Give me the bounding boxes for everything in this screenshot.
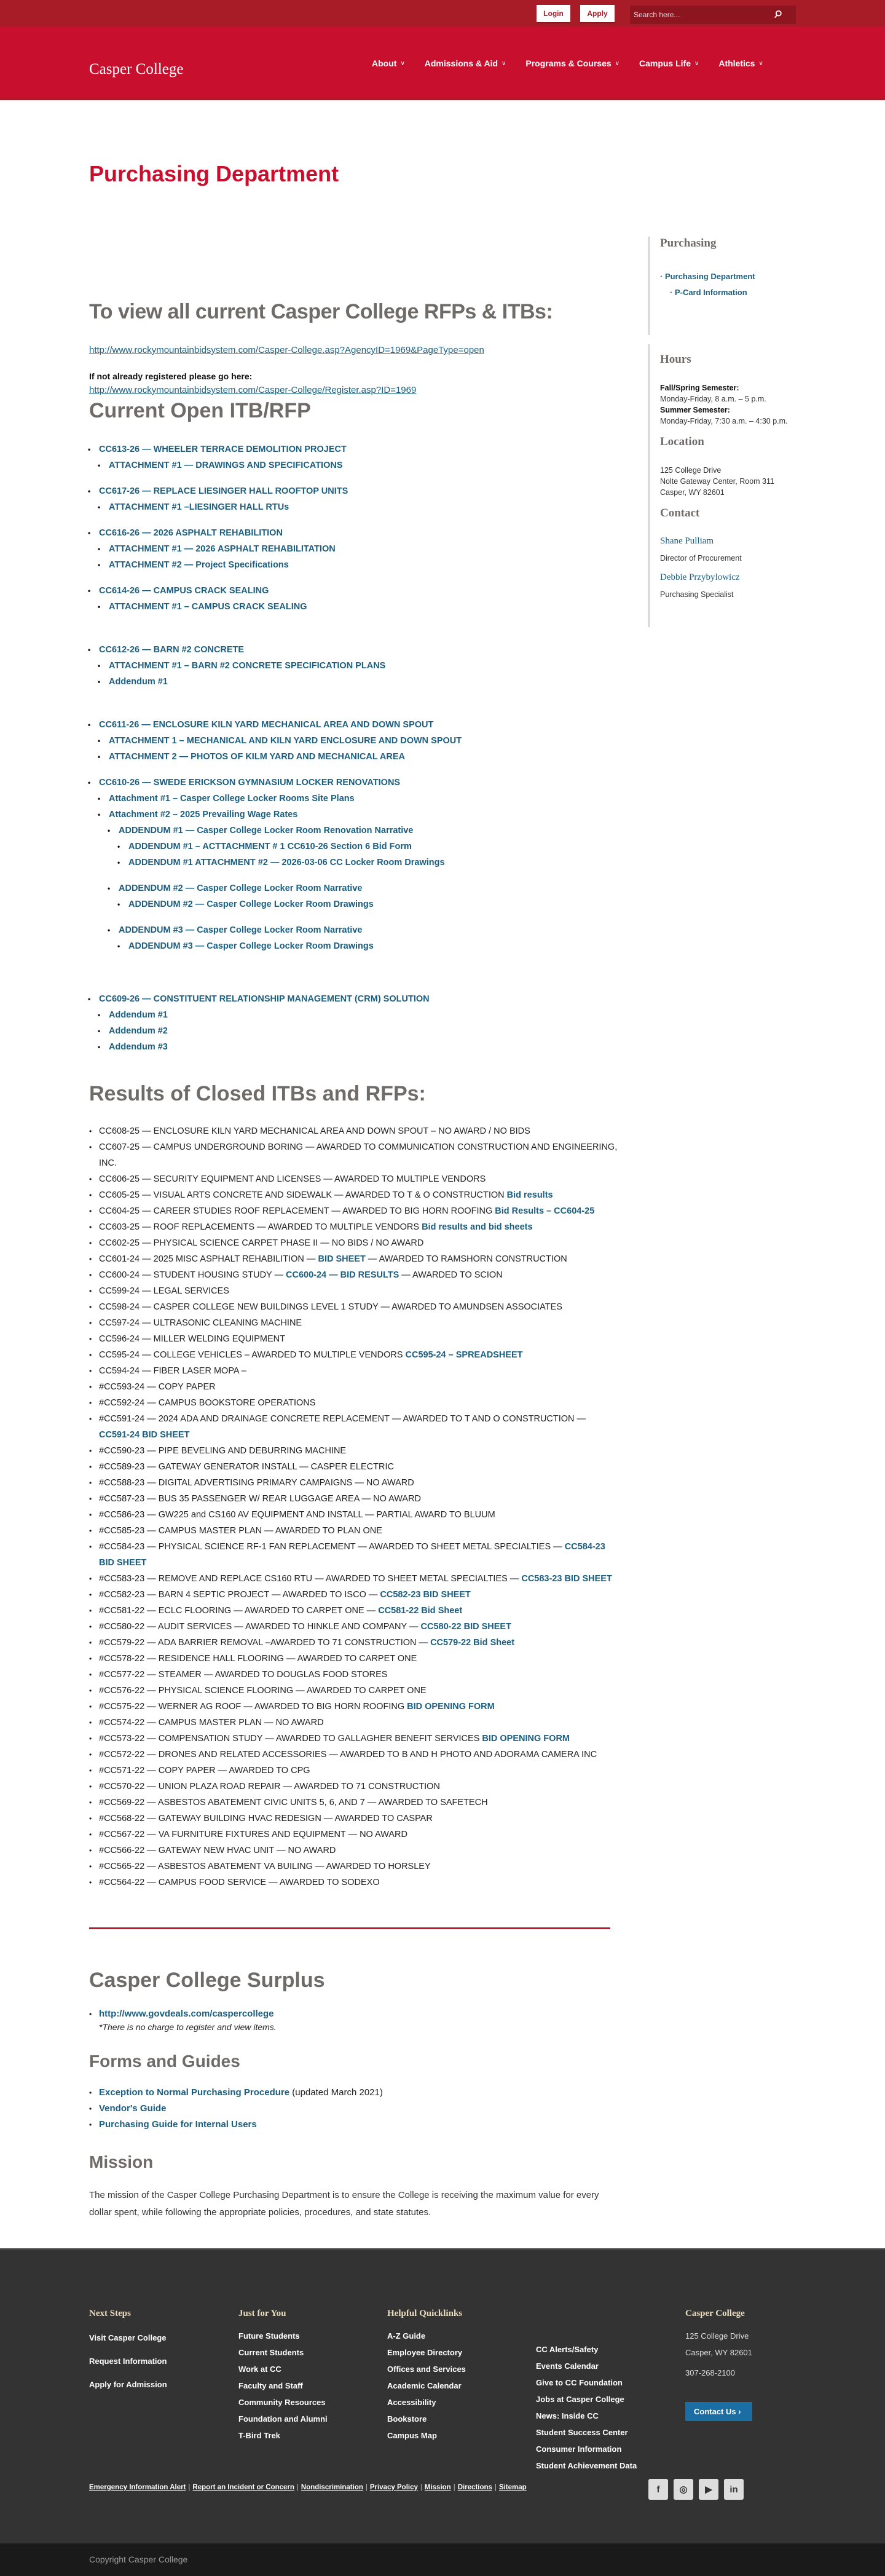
list-item — [109, 733, 618, 749]
result-text: CC596-24 — MILLER WELDING EQUIPMENT — [99, 1334, 285, 1344]
list-item — [99, 1571, 618, 1587]
list-item — [99, 1315, 618, 1331]
list-item — [99, 1715, 618, 1731]
fall-label: Fall/Spring Semester: — [660, 384, 739, 392]
result-text: CC594-24 — FIBER LASER MOPA – — [99, 1366, 246, 1376]
list-item — [109, 1023, 618, 1039]
list-item — [99, 1699, 618, 1715]
attachment-link[interactable]: ATTACHMENT #1 – BARN #2 CONCRETE SPECIFICATION PLANS — [109, 661, 386, 671]
chevron-down-icon: ∨ — [615, 60, 620, 67]
list-item — [99, 1779, 618, 1795]
result-link[interactable]: CC582-23 BID SHEET — [380, 1590, 471, 1600]
social-links — [648, 2479, 744, 2500]
result-text: CC608-25 — ENCLOSURE KILN YARD MECHANICAL AREA AND DOWN SPOUT – NO AWARD / NO BIDS — [99, 1126, 530, 1136]
result-text: #CC574-22 — CAMPUS MASTER PLAN — NO AWARD — [99, 1718, 324, 1728]
result-text: #CC582-23 — BARN 4 SEPTIC PROJECT — AWARDED TO ISCO — — [99, 1590, 380, 1600]
hours-heading: Hours — [660, 353, 691, 366]
sidebar-heading: Purchasing — [660, 237, 717, 250]
form-note: (updated March 2021) — [289, 2087, 383, 2098]
list-item — [109, 557, 618, 573]
list-item — [128, 896, 618, 912]
bid-link[interactable]: CC616-26 — 2026 ASPHALT REHABILITION — [99, 528, 283, 538]
list-item — [109, 1039, 618, 1055]
separator: | — [188, 2484, 191, 2491]
attachment-link[interactable]: ADDENDUM #1 – ACTTACHMENT # 1 CC610-26 Section 6 Bid Form — [128, 842, 412, 851]
attachment-link[interactable]: ATTACHMENT #1 — 2026 ASPHALT REHABILITATION — [109, 544, 336, 554]
mission-text: The mission of the Casper College Purchasing Department is to ensure the College is receiving the maximum value for every dollar spent, while following the appropriate policies, procedures, and state statutes. — [89, 2190, 599, 2218]
footer-link[interactable]: Student Success Center — [536, 2428, 628, 2437]
list-item — [99, 1347, 618, 1363]
list-item — [99, 1187, 618, 1203]
result-text: CC597-24 — ULTRASONIC CLEANING MACHINE — [99, 1318, 302, 1328]
search-box — [630, 6, 796, 24]
surplus-list — [89, 2006, 618, 2022]
result-text: CC600-24 — STUDENT HOUSING STUDY — — [99, 1270, 286, 1280]
nav-admissions[interactable]: Admissions & Aid ∨ — [424, 58, 506, 68]
list-item — [99, 1139, 618, 1171]
list-item — [99, 1251, 618, 1267]
footer-link[interactable]: Request Information — [89, 2357, 167, 2366]
result-text: #CC578-22 — RESIDENCE HALL FLOORING — AWARDED TO CARPET ONE — [99, 1654, 417, 1664]
list-item — [99, 483, 618, 499]
result-text: #CC565-22 — ASBESTOS ABATEMENT VA BUILING — AWARDED TO HORSLEY — [99, 1862, 431, 1871]
bid-link[interactable]: CC613-26 — WHEELER TERRACE DEMOLITION PROJECT — [99, 444, 347, 454]
apply-button[interactable]: Apply — [580, 5, 615, 22]
list-item — [99, 1507, 618, 1523]
search-input[interactable] — [630, 6, 765, 24]
result-link[interactable]: CC581-22 Bid Sheet — [378, 1606, 463, 1616]
list-item — [99, 1827, 618, 1843]
footer-heading: Casper College — [685, 2309, 745, 2318]
results-heading: Results of Closed ITBs and RFPs: — [89, 1082, 426, 1105]
result-text: #CC566-22 — GATEWAY NEW HVAC UNIT — NO AWARD — [99, 1846, 336, 1855]
result-text: #CC581-22 — ECLC FLOORING — AWARDED TO CARPET ONE — — [99, 1606, 379, 1616]
result-text: CC595-24 — COLLEGE VEHICLES – AWARDED TO MULTIPLE VENDORS — [99, 1350, 406, 1360]
utility-bar — [0, 0, 885, 26]
result-text: #CC569-22 — ASBESTOS ABATEMENT CIVIC UNITS 5, 6, AND 7 — AWARDED TO SAFETECH — [99, 1798, 488, 1808]
legal-link[interactable]: Mission — [424, 2484, 451, 2491]
list-item — [99, 1763, 618, 1779]
footer-link[interactable]: Accessibility — [387, 2398, 436, 2407]
footer-link[interactable]: Current Students — [238, 2348, 304, 2357]
result-link[interactable]: CC583-23 BID SHEET — [521, 1574, 612, 1584]
footer-link[interactable]: News: Inside CC — [536, 2411, 599, 2420]
list-item — [99, 1267, 618, 1283]
list-item — [99, 1379, 618, 1395]
summer-hours: Monday-Friday, 7:30 a.m. – 4:30 p.m. — [660, 417, 788, 425]
results-list — [89, 1123, 618, 1891]
list-item — [99, 1619, 618, 1635]
main-nav — [372, 58, 763, 68]
register-label: If not already registered please go here: — [89, 371, 253, 381]
list-item — [99, 1219, 618, 1235]
result-text: #CC592-24 — CAMPUS BOOKSTORE OPERATIONS — [99, 1398, 316, 1408]
form-link[interactable]: Purchasing Guide for Internal Users — [99, 2119, 257, 2130]
footer-phone: 307-268-2100 — [685, 2368, 735, 2377]
list-item — [109, 674, 618, 690]
list-item — [99, 717, 618, 733]
separator: | — [420, 2484, 422, 2491]
list-item — [119, 880, 618, 896]
result-text: CC605-25 — VISUAL ARTS CONCRETE AND SIDEWALK — AWARDED TO T & O CONSTRUCTION — [99, 1190, 507, 1200]
open-itb-heading: Current Open ITB/RFP — [89, 399, 311, 422]
govdeals-link[interactable]: http://www.govdeals.com/caspercollege — [99, 2009, 274, 2019]
result-link[interactable]: CC591-24 BID SHEET — [99, 1430, 190, 1440]
attachment-link[interactable]: ATTACHMENT 1 – MECHANICAL AND KILN YARD ENCLOSURE AND DOWN SPOUT — [109, 736, 462, 746]
footer-quicklinks — [387, 2309, 466, 2444]
list-item — [99, 1859, 618, 1875]
attachment-link[interactable]: Addendum #1 — [109, 677, 168, 687]
result-text: #CC589-23 — GATEWAY GENERATOR INSTALL — CASPER ELECTRIC — [99, 1462, 394, 1472]
contact-title: Purchasing Specialist — [660, 590, 734, 599]
forms-heading: Forms and Guides — [89, 2052, 240, 2071]
main-content — [89, 300, 618, 2221]
list-item — [119, 922, 618, 938]
attachment-link[interactable]: ADDENDUM #1 — Casper College Locker Room Renovation Narrative — [119, 826, 414, 836]
result-text: #CC576-22 — PHYSICAL SCIENCE FLOORING — AWARDED TO CARPET ONE — [99, 1686, 427, 1696]
footer-quicklinks-2 — [536, 2341, 637, 2474]
list-item — [128, 855, 618, 871]
sidebar-item-p-card[interactable]: · P-Card Information — [670, 288, 747, 297]
page-title: Purchasing Department — [89, 161, 339, 186]
result-link[interactable]: CC595-24 – SPREADSHEET — [405, 1350, 523, 1360]
attachment-link[interactable]: Addendum #2 — [109, 1026, 168, 1036]
list-item — [99, 1523, 618, 1539]
result-text: #CC586-23 — GW225 and CS160 AV EQUIPMENT AND INSTALL — PARTIAL AWARD TO BLUUM — [99, 1510, 495, 1520]
youtube-icon[interactable]: ▶ — [699, 2479, 718, 2500]
footer-link[interactable]: Community Resources — [238, 2398, 326, 2407]
result-link[interactable]: BID SHEET — [318, 1254, 366, 1264]
chevron-down-icon: ∨ — [502, 60, 506, 67]
view-rfps-heading: To view all current Casper College RFPs & ITBs: — [89, 300, 553, 323]
list-item — [109, 499, 618, 515]
list-item — [99, 1747, 618, 1763]
attachment-link[interactable]: Addendum #1 — [109, 1010, 168, 1020]
footer-link[interactable]: Foundation and Alumni — [238, 2414, 328, 2424]
result-text: #CC564-22 — CAMPUS FOOD SERVICE — AWARDED TO SODEXO — [99, 1878, 380, 1887]
result-link[interactable]: Bid results and bid sheets — [422, 1222, 533, 1232]
bid-link[interactable]: CC612-26 — BARN #2 CONCRETE — [99, 645, 245, 655]
list-item — [99, 1235, 618, 1251]
list-item — [99, 1363, 618, 1379]
result-text: CC602-25 — PHYSICAL SCIENCE CARPET PHASE II — NO BIDS / NO AWARD — [99, 1238, 424, 1248]
list-item — [109, 749, 618, 765]
list-item — [99, 642, 618, 658]
contact-us-button[interactable]: Contact Us › — [685, 2402, 752, 2421]
result-text: #CC584-23 — PHYSICAL SCIENCE RF-1 FAN REPLACEMENT — AWARDED TO SHEET METAL SPECIALTIES — — [99, 1542, 565, 1552]
list-item — [99, 1843, 618, 1859]
footer-college-info — [685, 2309, 752, 2421]
footer-link[interactable]: Campus Map — [387, 2431, 437, 2440]
list-item — [99, 1283, 618, 1299]
attachment-link[interactable]: ADDENDUM #3 — Casper College Locker Room Narrative — [119, 925, 363, 935]
nav-athletics[interactable]: Athletics ∨ — [718, 58, 763, 68]
linkedin-icon[interactable]: in — [724, 2479, 744, 2500]
sidebar-nav-panel — [648, 237, 802, 335]
sidebar-item-purchasing-department[interactable]: · Purchasing Department — [660, 272, 755, 281]
footer-address: 125 College Drive Casper, WY 82601 — [685, 2331, 752, 2357]
open-bids-link[interactable]: http://www.rockymountainbidsystem.com/Casper-College.asp?AgencyID=1969&PageType=open — [89, 345, 484, 355]
surplus-note: *There is no charge to register and view items. — [99, 2022, 277, 2032]
list-item — [99, 583, 618, 599]
list-item — [109, 541, 618, 557]
location-address: 125 College Drive Nolte Gateway Center, Room 311 Casper, WY 82601 — [660, 466, 774, 497]
list-item — [99, 1875, 618, 1891]
result-text: #CC585-23 — CAMPUS MASTER PLAN — AWARDED TO PLAN ONE — [99, 1526, 382, 1536]
attachment-link[interactable]: ADDENDUM #1 ATTACHMENT #2 — 2026-03-06 CC Locker Room Drawings — [128, 858, 445, 867]
footer-link[interactable]: Events Calendar — [536, 2361, 599, 2371]
footer-heading: Next Steps — [89, 2309, 131, 2318]
footer-link[interactable]: Jobs at Casper College — [536, 2395, 624, 2404]
form-link[interactable]: Exception to Normal Purchasing Procedure — [99, 2087, 290, 2098]
list-item — [99, 775, 618, 791]
list-item — [99, 2117, 618, 2133]
copyright-bar — [0, 2543, 885, 2576]
list-item — [99, 441, 618, 457]
footer-legal-links — [89, 2484, 527, 2491]
list-item — [99, 1651, 618, 1667]
footer-next-steps — [89, 2309, 167, 2390]
result-text: #CC577-22 — STEAMER — AWARDED TO DOUGLAS FOOD STORES — [99, 1670, 388, 1680]
legal-link[interactable]: Directions — [457, 2484, 492, 2491]
result-text: #CC572-22 — DRONES AND RELATED ACCESSORIES — AWARDED TO B AND H PHOTO AND ADORAMA CAMERA INC — [99, 1750, 597, 1760]
attachment-link[interactable]: ATTACHMENT #1 — DRAWINGS AND SPECIFICATIONS — [109, 460, 343, 470]
attachment-link[interactable]: Attachment #2 – 2025 Prevailing Wage Rates — [109, 810, 298, 820]
footer-link[interactable]: Offices and Services — [387, 2365, 466, 2374]
list-item — [99, 1171, 618, 1187]
attachment-link[interactable]: ATTACHMENT #1 – CAMPUS CRACK SEALING — [109, 602, 307, 612]
legal-link[interactable]: Emergency Information Alert — [89, 2484, 186, 2491]
list-item — [99, 1395, 618, 1411]
hours-block — [660, 382, 802, 427]
result-text: CC599-24 — LEGAL SERVICES — [99, 1286, 229, 1296]
footer-link[interactable]: Apply for Admission — [89, 2380, 167, 2389]
list-item — [99, 1635, 618, 1651]
result-text: — AWARDED TO RAMSHORN CONSTRUCTION — [365, 1254, 567, 1264]
list-item — [99, 991, 618, 1007]
list-item — [99, 1331, 618, 1347]
result-text: CC607-25 — CAMPUS UNDERGROUND BORING — AWARDED TO COMMUNICATION CONSTRUCTION AND ENGINEERING, INC. — [99, 1142, 618, 1168]
footer-link[interactable]: Give to CC Foundation — [536, 2378, 623, 2387]
list-item — [109, 791, 618, 807]
fall-hours: Monday-Friday, 8 a.m. – 5 p.m. — [660, 395, 766, 403]
list-item — [109, 1007, 618, 1023]
list-item — [109, 599, 618, 615]
result-text: CC601-24 — 2025 MISC ASPHALT REHABILITION — — [99, 1254, 318, 1264]
footer-link[interactable]: T-Bird Trek — [238, 2431, 280, 2440]
footer-just-for-you — [238, 2309, 328, 2444]
list-item — [99, 2085, 618, 2101]
nav-programs[interactable]: Programs & Courses ∨ — [525, 58, 620, 68]
result-link[interactable]: CC580-22 BID SHEET — [420, 1622, 511, 1632]
result-link[interactable]: Bid results — [506, 1190, 553, 1200]
result-text: #CC570-22 — UNION PLAZA ROAD REPAIR — AWARDED TO 71 CONSTRUCTION — [99, 1782, 440, 1792]
result-link[interactable]: BID OPENING FORM — [482, 1734, 570, 1744]
footer-link[interactable]: A-Z Guide — [387, 2331, 426, 2341]
mission-heading: Mission — [89, 2152, 154, 2171]
site-logo[interactable]: Casper College — [89, 61, 184, 77]
separator: | — [453, 2484, 455, 2491]
result-text: #CC591-24 — 2024 ADA AND DRAINAGE CONCRETE REPLACEMENT — AWARDED TO T AND O CONSTRUCTION — — [99, 1414, 586, 1424]
contact-title: Director of Procurement — [660, 554, 742, 563]
list-item — [99, 1795, 618, 1811]
separator: | — [296, 2484, 299, 2491]
footer-link[interactable]: Bookstore — [387, 2414, 427, 2424]
bid-link[interactable]: CC611-26 — ENCLOSURE KILN YARD MECHANICAL AREA AND DOWN SPOUT — [99, 720, 434, 730]
result-text: #CC568-22 — GATEWAY BUILDING HVAC REDESIGN — AWARDED TO CASPAR — [99, 1814, 433, 1823]
result-link[interactable]: CC600-24 — BID RESULTS — [286, 1270, 399, 1280]
attachment-link[interactable]: ADDENDUM #3 — Casper College Locker Room Drawings — [128, 941, 374, 951]
list-item — [99, 1587, 618, 1603]
separator: | — [494, 2484, 497, 2491]
bid-link[interactable]: CC609-26 — CONSTITUENT RELATIONSHIP MANAGEMENT (CRM) SOLUTION — [99, 994, 430, 1004]
list-item — [99, 1123, 618, 1139]
result-link[interactable]: CC584-23 BID SHEET — [99, 1542, 605, 1568]
footer-link[interactable]: CC Alerts/Safety — [536, 2345, 599, 2354]
bid-link[interactable]: CC614-26 — CAMPUS CRACK SEALING — [99, 586, 269, 596]
list-item — [119, 823, 618, 839]
legal-link[interactable]: Report an Incident or Concern — [192, 2484, 294, 2491]
list-item — [99, 1459, 618, 1475]
footer-link[interactable]: Academic Calendar — [387, 2381, 462, 2390]
attachment-link[interactable]: Addendum #3 — [109, 1042, 168, 1052]
surplus-heading: Casper College Surplus — [89, 1969, 325, 1992]
list-item — [99, 1491, 618, 1507]
list-item — [109, 658, 618, 674]
form-link[interactable]: Vendor's Guide — [99, 2103, 167, 2114]
result-text: #CC583-23 — REMOVE AND REPLACE CS160 RTU — AWARDED TO SHEET METAL SPECIALTIES — — [99, 1574, 522, 1584]
list-item — [99, 1299, 618, 1315]
result-text: #CC588-23 — DIGITAL ADVERTISING PRIMARY CAMPAIGNS — NO AWARD — [99, 1478, 414, 1488]
list-item — [99, 2101, 618, 2117]
facebook-icon[interactable]: f — [648, 2479, 668, 2500]
footer-link[interactable]: Employee Directory — [387, 2348, 463, 2357]
bid-link[interactable]: CC617-26 — REPLACE LIESINGER HALL ROOFTOP UNITS — [99, 486, 348, 496]
list-item — [109, 457, 618, 473]
result-text: #CC575-22 — WERNER AG ROOF — AWARDED TO BIG HORN ROOFING — [99, 1702, 407, 1712]
chevron-down-icon: ∨ — [694, 60, 699, 67]
forms-list — [89, 2085, 618, 2133]
footer-link[interactable]: Future Students — [238, 2331, 300, 2341]
result-text: #CC590-23 — PIPE BEVELING AND DEBURRING MACHINE — [99, 1446, 347, 1456]
contact-debbie-przybylowicz[interactable]: Debbie Przybylowicz — [660, 572, 740, 582]
footer-link[interactable]: Student Achievement Data — [536, 2461, 637, 2470]
footer-link[interactable]: Visit Casper College — [89, 2333, 167, 2342]
footer-heading: Just for You — [238, 2309, 286, 2318]
list-item — [99, 1411, 618, 1443]
footer-link[interactable]: Work at CC — [238, 2365, 281, 2374]
result-text: #CC587-23 — BUS 35 PASSENGER W/ REAR LUGGAGE AREA — NO AWARD — [99, 1494, 422, 1504]
result-link[interactable]: CC579-22 Bid Sheet — [430, 1638, 515, 1648]
list-item — [128, 938, 618, 954]
list-item — [99, 1603, 618, 1619]
attachment-link[interactable]: ATTACHMENT 2 — PHOTOS OF KILM YARD AND MECHANICAL AREA — [109, 752, 406, 762]
list-item — [109, 807, 618, 823]
legal-link[interactable]: Sitemap — [498, 2484, 527, 2491]
chevron-down-icon: ∨ — [400, 60, 405, 67]
result-text: #CC573-22 — COMPENSATION STUDY — AWARDED TO GALLAGHER BENEFIT SERVICES — [99, 1734, 482, 1744]
list-item — [128, 839, 618, 855]
legal-link[interactable]: Privacy Policy — [369, 2484, 418, 2491]
result-text: #CC580-22 — AUDIT SERVICES — AWARDED TO HINKLE AND COMPANY — — [99, 1622, 421, 1632]
list-item — [99, 1731, 618, 1747]
register-link[interactable]: http://www.rockymountainbidsystem.com/Casper-College/Register.asp?ID=1969 — [89, 385, 417, 395]
attachment-link[interactable]: ADDENDUM #2 — Casper College Locker Room Narrative — [119, 883, 363, 893]
summer-label: Summer Semester: — [660, 406, 730, 414]
footer-link[interactable]: Faculty and Staff — [238, 2381, 303, 2390]
nav-about[interactable]: About ∨ — [372, 58, 405, 68]
list-item — [99, 2006, 618, 2022]
result-text: — AWARDED TO SCION — [399, 1270, 503, 1280]
separator: | — [365, 2484, 368, 2491]
footer-link[interactable]: Consumer Information — [536, 2444, 622, 2454]
list-item — [99, 1811, 618, 1827]
result-text: #CC579-22 — ADA BARRIER REMOVAL –AWARDED TO 71 CONSTRUCTION — — [99, 1638, 431, 1648]
result-text: CC604-25 — CAREER STUDIES ROOF REPLACEMENT — AWARDED TO BIG HORN ROOFING — [99, 1206, 495, 1216]
instagram-icon[interactable]: ◎ — [674, 2479, 693, 2500]
list-item — [99, 1203, 618, 1219]
result-text: CC603-25 — ROOF REPLACEMENTS — AWARDED TO MULTIPLE VENDORS — [99, 1222, 422, 1232]
result-text: #CC567-22 — VA FURNITURE FIXTURES AND EQUIPMENT — NO AWARD — [99, 1830, 407, 1839]
nav-campus-life[interactable]: Campus Life ∨ — [639, 58, 699, 68]
result-text: CC598-24 — CASPER COLLEGE NEW BUILDINGS LEVEL 1 STUDY — AWARDED TO AMUNDSEN ASSOCIATES — [99, 1302, 562, 1312]
attachment-link[interactable]: ATTACHMENT #1 –LIESINGER HALL RTUs — [109, 502, 289, 512]
login-button[interactable]: Login — [537, 5, 570, 22]
legal-link[interactable]: Nondiscrimination — [301, 2484, 363, 2491]
copyright-text: Copyright Casper College — [89, 2554, 188, 2564]
site-footer — [0, 2248, 885, 2543]
chevron-down-icon: ∨ — [758, 60, 763, 67]
result-link[interactable]: BID OPENING FORM — [407, 1702, 495, 1712]
result-text: CC606-25 — SECURITY EQUIPMENT AND LICENSES — AWARDED TO MULTIPLE VENDORS — [99, 1174, 486, 1184]
bid-link[interactable]: CC610-26 — SWEDE ERICKSON GYMNASIUM LOCKER RENOVATIONS — [99, 778, 401, 788]
sidebar-nav — [660, 269, 802, 301]
list-item — [99, 1443, 618, 1459]
location-heading: Location — [660, 435, 704, 448]
attachment-link[interactable]: Attachment #1 – Casper College Locker Rooms Site Plans — [109, 794, 355, 804]
main-header — [0, 26, 885, 100]
attachment-link[interactable]: ADDENDUM #2 — Casper College Locker Room Drawings — [128, 899, 374, 909]
list-item — [99, 1539, 618, 1571]
list-item — [99, 1683, 618, 1699]
open-itb-list — [89, 441, 618, 1055]
list-item — [99, 525, 618, 541]
search-icon[interactable] — [774, 10, 782, 18]
sidebar-info-panel — [648, 344, 802, 627]
result-text: #CC571-22 — COPY PAPER — AWARDED TO CPG — [99, 1766, 310, 1776]
result-text: #CC593-24 — COPY PAPER — [99, 1382, 216, 1392]
list-item — [99, 1475, 618, 1491]
list-item — [99, 1667, 618, 1683]
contact-shane-pulliam[interactable]: Shane Pulliam — [660, 536, 714, 546]
footer-heading: Helpful Quicklinks — [387, 2309, 463, 2318]
attachment-link[interactable]: ATTACHMENT #2 — Project Specifications — [109, 560, 289, 570]
contact-heading: Contact — [660, 507, 700, 520]
result-link[interactable]: Bid Results – CC604-25 — [495, 1206, 595, 1216]
section-divider — [89, 1927, 610, 1929]
